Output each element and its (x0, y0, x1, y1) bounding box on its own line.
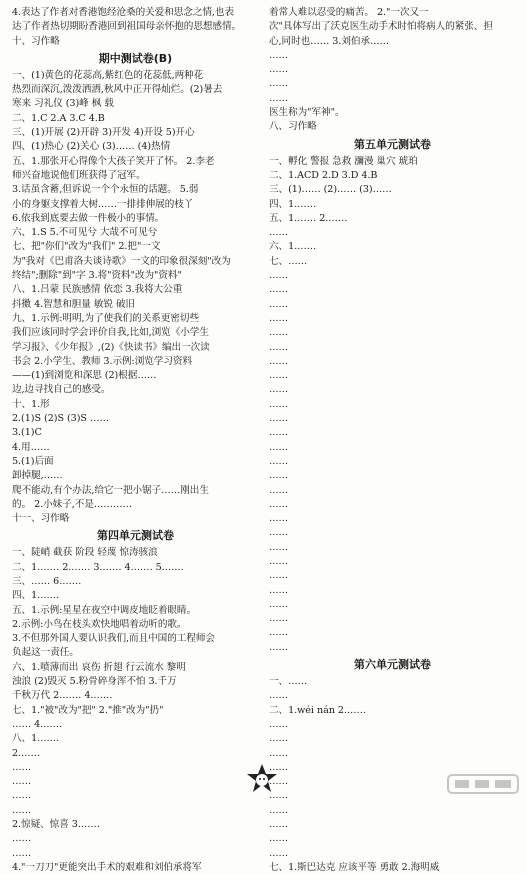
answer-line: …… (269, 298, 289, 310)
answer-line: 八、1.吕蒙 民族感情 依恋 3.我将大公重 (12, 284, 183, 296)
answer-line: …… (269, 584, 289, 596)
answer-line: …… (269, 570, 289, 582)
answer-line: 四、(1)热心 (2)关心 (3)…… (4)热情 (12, 141, 171, 153)
section-heading: 第六单元测试卷 (354, 658, 431, 672)
answer-line: 着常人难以忍受的痛苦。 2."一次又一 (269, 7, 429, 18)
answer-line: …… (269, 355, 289, 367)
answer-line: 心,同时也…… 3.刘伯承…… (269, 35, 390, 47)
answer-line: 终结";删除"到"字 3.将"资料"改为"资料" (12, 270, 182, 282)
answer-line: …… (12, 804, 32, 816)
answer-line: 五、1.那张开心得像个大孩子笑开了怀。 2.李老 (12, 155, 215, 167)
answer-line: 4.用…… (12, 441, 50, 453)
answer-line: 二、1.ACD 2.D 3.D 4.B (269, 169, 378, 181)
answer-line: 的。 2.小妹子,不是………… (12, 498, 133, 510)
answer-line: …… (269, 327, 289, 339)
star-icon (246, 762, 278, 794)
answer-line: …… (269, 92, 289, 104)
answer-line: 为"我对《巴甫洛夫谈诗歌》一文的印象很深刻"改为 (12, 255, 231, 267)
answer-line: …… (269, 613, 289, 625)
answer-line: 抖擞 4.智慧和胆量 敏锐 破旧 (12, 298, 136, 310)
answer-line: …… (269, 733, 289, 745)
answer-line: …… (269, 341, 289, 353)
answer-line: …… (269, 513, 289, 525)
answer-line: 十一、习作略 (12, 513, 70, 525)
left-column (12, 6, 259, 873)
answer-line: 寒来 习礼仪 (3)峰 枫 载 (12, 98, 114, 110)
answer-line: 一、陡峭 截获 阶段 轻蔑 惊涛骇浪 (12, 547, 158, 559)
answer-page (12, 6, 516, 873)
answer-line: 六、1.喷薄而出 哀伤 折翅 行云流水 黎明 (12, 661, 186, 673)
answer-line: 十、1.形 (12, 398, 50, 410)
answer-line: 三、(1)…… (2)…… (3)…… (269, 184, 392, 196)
answer-line: 四、1.…… (269, 198, 317, 210)
answer-line: 热烈而深沉,泼泼洒洒,秋风中正开得灿烂。(2)暑去 (12, 84, 223, 96)
answer-line: …… (269, 455, 289, 467)
answer-line: …… (269, 555, 289, 567)
answer-line: 5.(1)后面 (12, 455, 54, 467)
answer-line: …… (269, 498, 289, 510)
answer-line: 一、…… (269, 676, 308, 688)
answer-line: …… (269, 776, 289, 788)
answer-line: …… (269, 690, 289, 702)
answer-line: 三、(1)开展 (2)开辟 3)开发 4)开设 5)开心 (12, 127, 195, 139)
answer-line: …… (269, 441, 289, 453)
answer-line: 我们应该同时学会评价自我,比如,浏览《小学生 (12, 327, 209, 339)
answer-line: 小的身躯支撑着大树……一排排伸展的枝丫 (12, 198, 194, 210)
answer-line: 2.(1)S (2)S (3)S …… (12, 413, 110, 425)
answer-line: …… (269, 484, 289, 496)
answer-line: 达了作者热切期盼香港回到祖国母亲怀抱的思想感情。 (12, 21, 242, 33)
answer-line: …… (269, 49, 289, 61)
answer-line: 学习报》、《少年报》,(2)《快读书》编出一次读 (12, 341, 210, 353)
answer-line: …… (269, 427, 289, 439)
answer-line: 三、…… 6.…… (12, 575, 82, 587)
answer-line: ——(1)到浏览和深思 (2)根据…… (12, 370, 157, 382)
answer-line: 6.依我到底要去做一件极小的事情。 (12, 212, 165, 224)
answer-line: …… (12, 790, 32, 802)
answer-line: 七、…… (269, 255, 308, 267)
answer-line: …… (269, 370, 289, 382)
answer-line: 二、1.wéi nán 2.…… (269, 704, 367, 716)
answer-line: …… (269, 819, 289, 831)
page-footer (0, 762, 527, 800)
answer-line: …… (269, 641, 289, 653)
answer-line: 一、(1)黄色的花蕊高,紫红色的花蕊低,两种花 (12, 69, 204, 81)
answer-line: …… (269, 804, 289, 816)
answer-line: …… (12, 776, 32, 788)
answer-line: 浊浪 (2)毁灭 5.粉骨碎身浑不怕 3.千万 (12, 676, 177, 688)
answer-line: 卸掉腿,…… (12, 470, 63, 482)
answer-line: …… (12, 761, 32, 773)
answer-line: 4."一刀刀"更能突出手术的艰难和刘伯承将军 (12, 861, 202, 873)
answer-line: 3.(1)C (12, 427, 42, 439)
answer-line: …… (269, 833, 289, 845)
section-heading: 第四单元测试卷 (97, 529, 174, 543)
answer-line: …… (269, 384, 289, 396)
answer-line: 四、1.…… (12, 590, 60, 602)
answer-line: 二、1.…… 2.…… 3.…… 4.…… 5.…… (12, 561, 184, 573)
answer-line: …… (269, 284, 289, 296)
answer-line: 次"具体写出了沃克医生动手术时怕将病人的紧张、担 (269, 21, 493, 33)
answer-line: …… (12, 833, 32, 845)
answer-line: 六、1.…… (269, 241, 317, 253)
answer-line: 书会 2.小学生、教师 3.示例:浏览学习资料 (12, 355, 192, 367)
answer-line: …… 4.…… (12, 718, 63, 730)
answer-line: …… (269, 790, 289, 802)
right-column (269, 6, 516, 873)
answer-line: …… (269, 413, 289, 425)
answer-line: …… (269, 470, 289, 482)
answer-line: 九、1.示例:明明,为了使我们的关系更密切些 (12, 312, 200, 324)
answer-line: 3.不但那外国人要认识我们,而且中国的工程师会 (12, 633, 215, 645)
answer-line: 2.惊疑、惊喜 3.…… (12, 819, 100, 831)
answer-line: 2.…… (12, 747, 41, 759)
answer-line: 五、1.示例:星星在夜空中调皮地眨着眼睛。 (12, 604, 197, 616)
answer-line: 负起这一责任。 (12, 647, 79, 659)
answer-line: …… (269, 747, 289, 759)
answer-line: …… (269, 761, 289, 773)
answer-line: …… (269, 541, 289, 553)
answer-line: …… (269, 847, 289, 859)
answer-line: 爬不能动,有个办法,给它一把小锯子……刚出生 (12, 484, 209, 496)
answer-line: 千秋万代 2.…… 4.…… (12, 690, 113, 702)
answer-line: …… (269, 627, 289, 639)
answer-line: …… (269, 227, 289, 239)
answer-line: 十、习作略 (12, 35, 60, 47)
answer-line: 3.话虽含蓄,但诉说一个个永恒的话题。 5.弱 (12, 184, 199, 196)
answer-line: 六、1.S 5.不可见兮 大哉不可见兮 (12, 227, 158, 239)
answer-line: …… (269, 598, 289, 610)
answer-line: …… (12, 847, 32, 859)
answer-line: 七、1."被"改为"把" 2."推"改为"扔" (12, 704, 164, 716)
answer-line: …… (269, 64, 289, 76)
answer-line: 七、把"你们"改为"我们" 2.把"一文 (12, 241, 161, 253)
answer-line: 五、1.…… 2.…… (269, 212, 348, 224)
answer-line: 边,边寻找自己的感受。 (12, 384, 111, 396)
answer-line: …… (269, 270, 289, 282)
watermark-logo-icon (447, 772, 519, 796)
answer-line: 师兴奋地说他们班获得了冠军。 (12, 169, 146, 181)
answer-line: 4.表达了作者对香港饱经沧桑的关爱和思念之情,也表 (12, 7, 235, 18)
answer-line: …… (269, 78, 289, 90)
answer-line: …… (269, 718, 289, 730)
answer-line: 八、习作略 (269, 121, 317, 133)
answer-line: 一、孵化 警报 急救 瀰漫 巢穴 琥珀 (269, 155, 418, 167)
answer-line: …… (269, 398, 289, 410)
answer-line: …… (269, 312, 289, 324)
answer-line: 八、1.…… (12, 733, 60, 745)
answer-line: …… (269, 527, 289, 539)
answer-line: 2.示例:小鸟在枝头欢快地唱着动听的歌。 (12, 618, 187, 630)
answer-line: 医生称为"军神"。 (269, 107, 345, 119)
section-heading: 期中测试卷(B) (98, 51, 173, 65)
answer-line: 七、1.斯巴达克 应该平等 勇敢 2.海明威 (269, 861, 440, 873)
section-heading: 第五单元测试卷 (354, 137, 431, 151)
answer-line: 二、1.C 2.A 3.C 4.B (12, 112, 105, 124)
